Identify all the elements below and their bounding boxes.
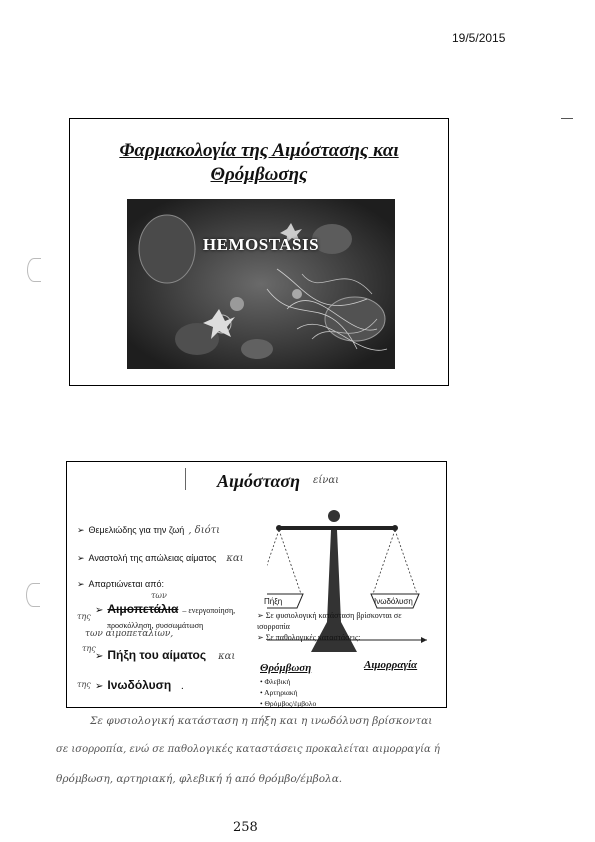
slide-2-title: Αιμόσταση [217, 471, 300, 491]
scale-left-pan-label: Πήξη [264, 597, 283, 606]
hemostasis-label: HEMOSTASIS [202, 235, 320, 254]
hemorrhage-label: Αιμορραγία [364, 659, 418, 671]
slide-2 [66, 461, 447, 708]
blood-cells-illustration [127, 199, 395, 369]
handwritten-note: των [151, 591, 167, 600]
handwritten-note: είναι [313, 475, 340, 486]
sub-item-platelets: ➢ Αιμοπετάλια – ενεργοποίηση, προσκόλληση, συσσωμάτωση [95, 602, 236, 630]
handwritten-note: της [77, 612, 91, 621]
page-number: 258 [233, 820, 258, 835]
sub-item-fibrinolysis: ➢ Ινωδόλυση . [95, 678, 184, 692]
edge-mark [561, 118, 573, 119]
pen-mark [185, 468, 192, 490]
hemostasis-image [127, 199, 395, 369]
handwritten-note: της [82, 644, 96, 653]
title-line-1: Φαρμακολογία της Αιμόστασης και [119, 140, 399, 161]
scale-notes: ➢ Σε φυσιολογική κατάσταση βρίσκονται σε ισορροπία ➢ Σε παθολογικές καταστάσεις: [257, 611, 402, 642]
handwritten-note: της [77, 680, 91, 689]
bullet-item: ➢ Αναστολή της απώλειας αίματος και [77, 553, 244, 564]
bullet-item: ➢ Απαρτιώνεται από: [77, 579, 164, 589]
slide-1 [69, 118, 449, 386]
thrombosis-label: Θρόμβωση [260, 662, 312, 674]
punch-hole-mark [26, 583, 40, 607]
handwritten-note-line: θρόμβωση, αρτηριακή, φλεβική ή από θρόμβο/έμβολα. [56, 773, 343, 785]
handwritten-note-line: Σε φυσιολογική κατάσταση η πήξη και η ινωδόλυση βρίσκονται [90, 715, 433, 727]
slide-1-title [70, 139, 448, 187]
thrombosis-types: • Φλεβική • Αρτηριακή • Θρόμβος/έμβολο [260, 677, 317, 708]
handwritten-note-line: σε ισορροπία, ενώ σε παθολογικές καταστάσεις προκαλείται αιμορραγία ή [56, 744, 440, 755]
punch-hole-mark [27, 258, 41, 282]
bullet-item: ➢ Θεμελιώδης για την ζωή , διότι [77, 525, 221, 536]
scale-right-pan-label: Ινωδόλυση [374, 597, 413, 606]
title-line-2: Θρόμβωσης [210, 164, 308, 185]
sub-item-coagulation: ➢ Πήξη του αίματος και [95, 648, 236, 662]
print-date: 19/5/2015 [452, 31, 506, 45]
handwritten-note: των αιμοπεταλίων, [85, 629, 174, 639]
